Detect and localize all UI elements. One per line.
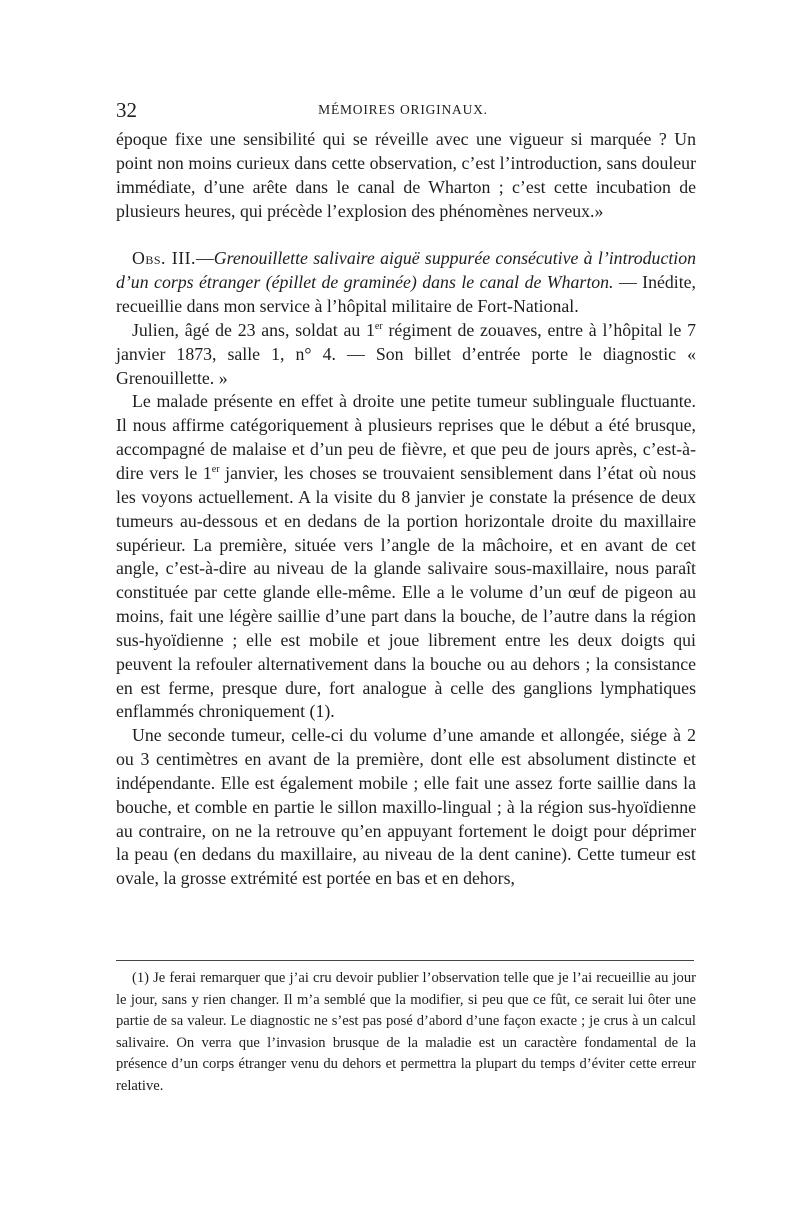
footnote-1: (1) Je ferai remarquer que j’ai cru devoir publier l’observation telle que je l’ai recueillie au jour le jour, sans y rien changer. Il m’a semblé que la modifier, si peu que ce fût, ce serait lui ôter une partie de sa valeur. Le diagnostic ne s’est pas posé d’abord d’une façon exacte ; je crus à un calcul salivaire. On verra que l’invasion brusque de la maladie est un caractère fondamental de la présence d’un corps étranger venu du dehors et permettra la plupart du temps d’éviter cette erreur relative. (116, 970, 696, 1094)
observation-label: Obs. III. (132, 248, 196, 269)
admission-text-b: régiment de zouaves, entre à l’hôpital le 7 janvier 1873, salle 1, n° 4. — Son billet d’entrée porte le diagnostic « Grenouillette. » (116, 319, 697, 388)
examination-text-b: janvier, les choses se trouvaient sensiblement dans l’état où nous les voyons actuellement. A la visite du 8 janvier je constate la présence de deux tumeurs au-dessous et en dedans de la portion horizontale droite du maxillaire supérieur. La première, située vers l’angle de la mâchoire, et en avant de cet angle, c’est-à-dire au niveau de la glande salivaire sous-maxillaire, nous paraît constituée par cette glande elle-même. Elle a le volume d’un œuf de pigeon au moins, fait une légère saillie d’une part dans la bouche, de l’autre dans la région sus-hyoïdienne ; elle est mobile et joue librement entre les deux doigts qui peuvent la refouler alternativement dans la bouche ou au dehors ; la consistance en est ferme, presque dure, fort analogue à celle des ganglions lymphatiques enflammés chroniquement (1). (116, 462, 696, 722)
observation-source: — Inédite, recueillie dans mon service à l’hôpital militaire de Fort-National. (116, 272, 696, 317)
observation-dash: — (196, 248, 214, 269)
paragraph-admission (116, 319, 696, 391)
body-text (116, 128, 696, 891)
admission-superscript: er (374, 320, 383, 332)
footnotes (116, 968, 696, 1097)
observation-title: Grenouillette salivaire aiguë suppurée consécutive à l’introduction d’un corps étranger (épillet de graminée) dans le canal de Wharton. (116, 248, 696, 293)
running-title: MÉMOIRES ORIGINAUX. (318, 102, 488, 117)
paragraph-second-tumor: Une seconde tumeur, celle-ci du volume d’une amande et allongée, siége à 2 ou 3 centimètres en avant de la première, dont elle est absolument distincte et indépendante. Elle est également mobile ; elle fait une assez forte saillie dans la bouche, et comble en partie le sillon maxillo-lingual ; à la région sus-hyoïdienne au contraire, on ne la retrouve qu’en appuyant fortement le doigt pour déprimer la peau (en dedans du maxillaire, au niveau de la dent canine). Cette tumeur est ovale, la grosse extrémité est portée en bas et en dehors, (116, 725, 696, 889)
observation-heading (116, 247, 696, 319)
examination-text-a: Le malade présente en effet à droite une petite tumeur sublinguale fluctuante. Il nous affirme catégoriquement à plusieurs reprises que le début a été brusque, accompagné de malaise et d’un peu de fièvre, et que peu de jours après, c’est-à-dire vers le 1 (116, 391, 696, 483)
paragraph-examination (116, 390, 696, 724)
admission-text-a: Julien, âgé de 23 ans, soldat au 1 (132, 319, 375, 340)
examination-superscript: er (211, 464, 220, 476)
footnote-rule (116, 960, 694, 961)
page-number: 32 (116, 98, 137, 122)
page-header (116, 98, 690, 122)
paragraph-continuation: époque fixe une sensibilité qui se réveille avec une vigueur si marquée ? Un point non moins curieux dans cette observation, c’est l’introduction, sans douleur immédiate, d’une arête dans le canal de Wharton ; c’est cette incubation de plusieurs heures, qui précède l’explosion des phénomènes nerveux.» (116, 129, 696, 221)
